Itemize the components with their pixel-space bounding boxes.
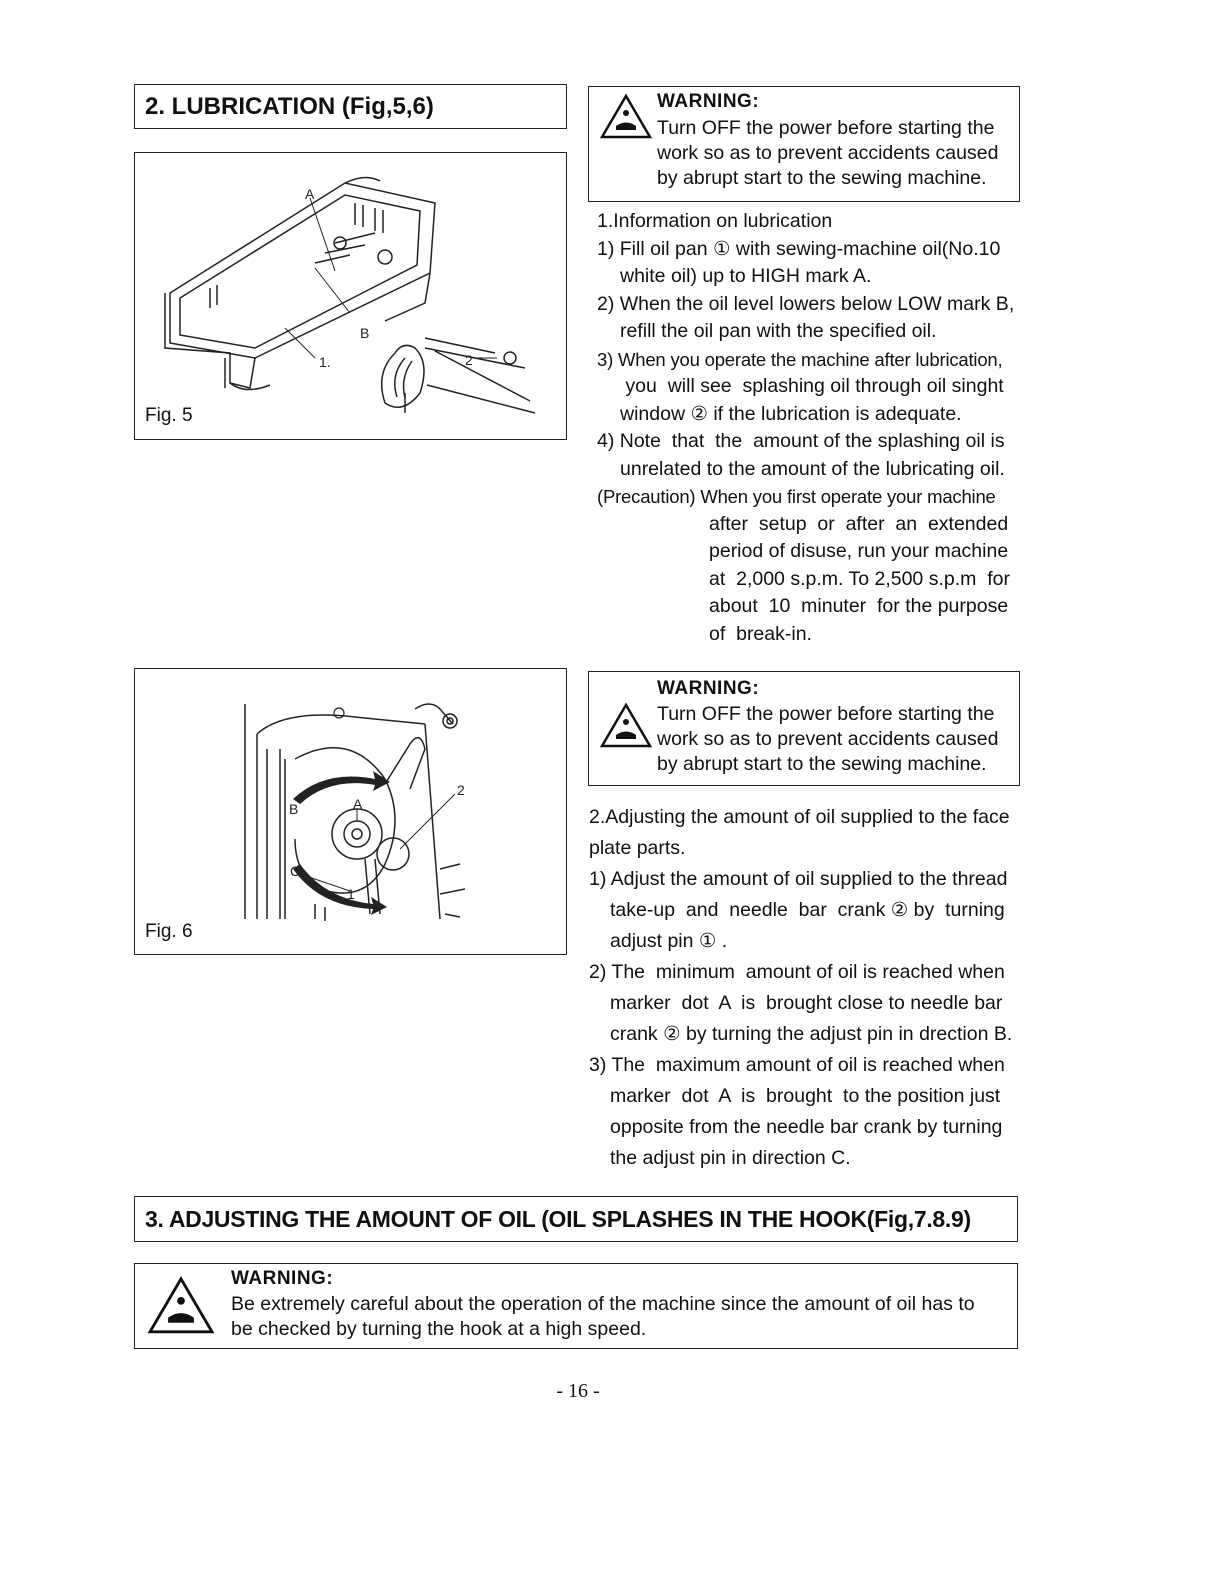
warning-1-line: Turn OFF the power before starting the [657, 117, 995, 139]
warning-2-line: Turn OFF the power before starting the [657, 703, 995, 725]
section-3-heading-text: 3. ADJUSTING THE AMOUNT OF OIL (OIL SPLASHES IN THE HOOK(Fig,7.8.9) [145, 1206, 971, 1232]
warning-box-2 [588, 671, 1020, 786]
adjust-item-1-line: adjust pin ① . [610, 930, 728, 952]
adjust-face-plate-oil [589, 802, 1039, 1174]
precaution-line: at 2,000 s.p.m. To 2,500 s.p.m for [709, 567, 1010, 590]
warning-1-line: work so as to prevent accidents caused [657, 142, 999, 164]
fig6-mark-1: 1 [347, 886, 355, 902]
fig6-mark-c: C [290, 863, 301, 879]
info-item-4-line: unrelated to the amount of the lubricating oil. [620, 457, 1005, 480]
info-heading: 1.Information on lubrication [597, 210, 833, 232]
fig5-mark-b: B [360, 325, 370, 341]
warning-box-3 [134, 1263, 1018, 1349]
figure-6-illustration [135, 669, 565, 953]
info-item-3-line: window ② if the lubrication is adequate. [620, 402, 962, 425]
adjust-item-1-line: 1) Adjust the amount of oil supplied to the thread [589, 868, 1008, 890]
adjust-item-3-line: the adjust pin in direction C. [610, 1147, 851, 1169]
section-3-heading [134, 1196, 1018, 1242]
warning-triangle-icon [599, 93, 653, 141]
lubrication-info [597, 208, 1037, 648]
page-number: - 16 - [556, 1380, 600, 1402]
adjust-item-1-line: take-up and needle bar crank ② by turning [610, 899, 1005, 921]
fig5-label: Fig. 5 [145, 405, 193, 426]
figure-5 [134, 152, 567, 440]
warning-3-body [231, 1292, 975, 1342]
warning-1-body [657, 116, 998, 191]
warning-2-title: WARNING: [657, 678, 760, 699]
warning-2-body [657, 702, 998, 777]
warning-3-line: be checked by turning the hook at a high speed. [231, 1318, 647, 1340]
adjust-item-3-line: 3) The maximum amount of oil is reached when [589, 1054, 1005, 1076]
fig5-mark-2: 2 [465, 352, 473, 368]
adjust-item-2-line: 2) The minimum amount of oil is reached when [589, 961, 1005, 983]
fig6-mark-2: 2 [457, 782, 465, 798]
fig6-mark-a: A [353, 796, 363, 812]
precaution-label: (Precaution) [597, 486, 696, 507]
adjust-item-3-line: opposite from the needle bar crank by turning [610, 1116, 1003, 1138]
warning-1-line: by abrupt start to the sewing machine. [657, 167, 987, 189]
info-item-1-line: 1) Fill oil pan ① with sewing-machine oil(No.10 [597, 237, 1001, 260]
precaution-line: of break-in. [709, 622, 812, 645]
info-item-4-line: 4) Note that the amount of the splashing oil is [597, 430, 1005, 452]
fig6-label: Fig. 6 [145, 921, 193, 942]
precaution-line: about 10 minuter for the purpose [709, 595, 1009, 617]
warning-3-title: WARNING: [231, 1268, 334, 1289]
warning-2-line: by abrupt start to the sewing machine. [657, 753, 987, 775]
info-item-2-line: 2) When the oil level lowers below LOW mark B, [597, 292, 1015, 315]
info-item-3-line: you will see splashing oil through oil singht [620, 375, 1004, 397]
figure-6 [134, 668, 567, 955]
warning-triangle-icon [599, 702, 653, 750]
warning-3-line: Be extremely careful about the operation of the machine since the amount of oil has to [231, 1293, 975, 1315]
precaution-first-line [597, 483, 1037, 511]
fig5-mark-a: A [305, 186, 315, 202]
fig6-mark-b: B [289, 801, 299, 817]
figure-5-illustration [135, 153, 565, 438]
section-2-heading [134, 84, 567, 129]
info-item-3-line: 3) When you operate the machine after lubrication, [597, 348, 1003, 370]
info-item-2-line: refill the oil pan with the specified oil. [620, 320, 937, 342]
adjust-item-2-line: marker dot A is brought close to needle bar [610, 992, 1003, 1014]
warning-triangle-icon [145, 1275, 217, 1337]
warning-1-title: WARNING: [657, 91, 760, 112]
precaution-line: When you first operate your machine [700, 486, 996, 507]
precaution-line: after setup or after an extended [709, 512, 1009, 535]
warning-2-line: work so as to prevent accidents caused [657, 728, 999, 750]
adjust-item-3-line: marker dot A is brought to the position just [610, 1085, 1001, 1107]
info-item-1-line: white oil) up to HIGH mark A. [620, 265, 872, 287]
precaution-line: period of disuse, run your machine [709, 540, 1009, 562]
section-2-heading-text: 2. LUBRICATION (Fig,5,6) [145, 93, 434, 120]
adjust-item-2-line: crank ② by turning the adjust pin in drection B. [610, 1023, 1013, 1045]
adjust-heading-line: 2.Adjusting the amount of oil supplied to the face [589, 806, 1010, 828]
fig5-mark-1: 1. [319, 354, 331, 370]
warning-box-1 [588, 86, 1020, 202]
adjust-heading-line: plate parts. [589, 837, 686, 859]
